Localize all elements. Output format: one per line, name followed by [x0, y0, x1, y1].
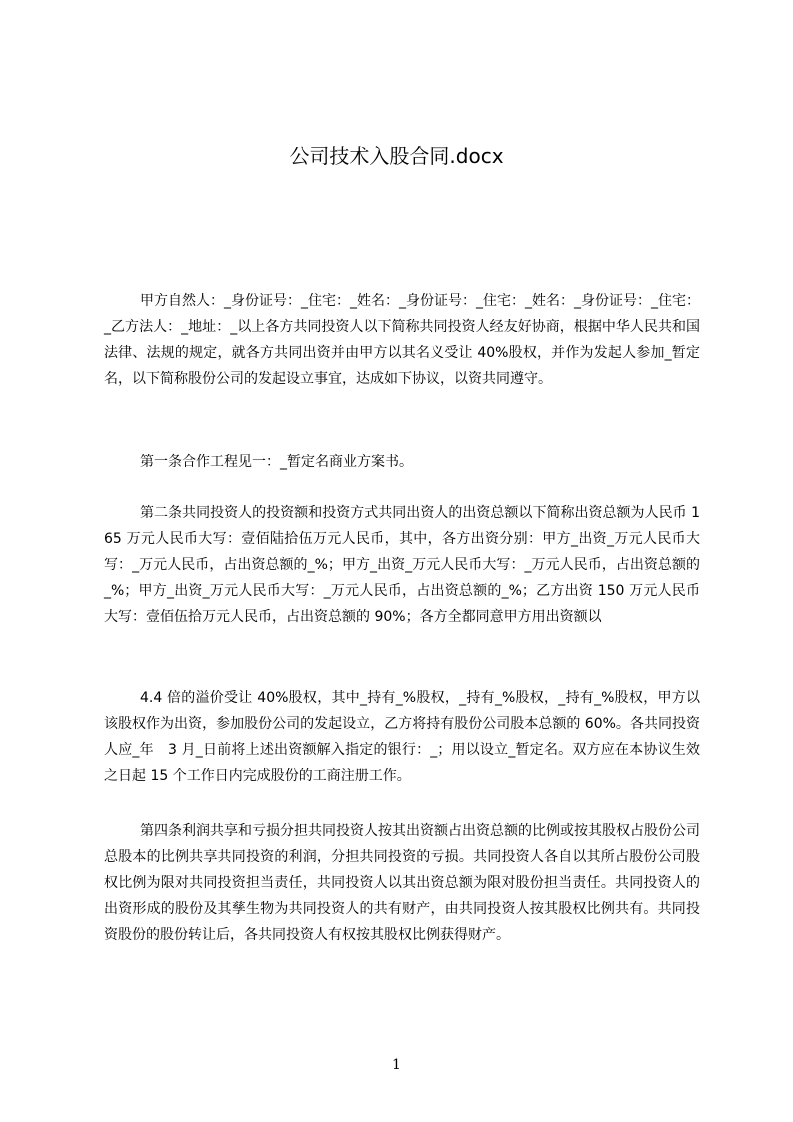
paragraph-article-1: 第一条合作工程见一：_暂定名商业方案书。: [140, 454, 413, 470]
document-title: 公司技术入股合同.docx: [289, 144, 504, 168]
paragraph-article-2-continued: 4.4 倍的溢价受让 40%股权，其中_持有_%股权，_持有_%股权，_持有_%股权，甲方以该股权作为出资，参加股份公司的发起设立，乙方将持有股份公司股本总额的 60%。各共同投资人应_年 3 月_日前将上述出资额解入指定的银行：_；用以设立_暂定名。双方应在本协议生效之日起 15 个工作日内完成股份的工商注册工作。: [104, 690, 700, 784]
paragraph-article-2: 第二条共同投资人的投资额和投资方式共同出资人的出资总额以下简称出资总额为人民币 165 万元人民币大写：壹佰陆拾伍万元人民币，其中，各方出资分别：甲方_出资_万元人民币大写：_万元人民币，占出资总额的_%；甲方_出资_万元人民币大写：_万元人民币，占出资总额的_%；甲方_出资_万元人民币大写：_万元人民币，占出资总额的_%；乙方出资 150 万元人民币大写：壹佰伍拾万元人民币，占出资总额的 90%；各方全都同意甲方用出资额以: [104, 505, 700, 625]
paragraph-parties: 甲方自然人：_身份证号：_住宅：_姓名：_身份证号：_住宅：_姓名：_身份证号：_住宅：_乙方法人：_地址：_以上各方共同投资人以下简称共同投资人经友好协商，根据中华人民共和国法律、法规的规定，就各方共同出资并由甲方以其名义受让 40%股权，并作为发起人参加_暂定名，以下简称股份公司的发起设立事宜，达成如下协议，以资共同遵守。: [104, 293, 700, 387]
paragraph-article-4: 第四条利润共享和亏损分担共同投资人按其出资额占出资总额的比例或按其股权占股份公司总股本的比例共享共同投资的利润，分担共同投资的亏损。共同投资人各自以其所占股份公司股权比例为限对共同投资担当责任，共同投资人以其出资总额为限对股份担当责任。共同投资人的出资形成的股份及其孳生物为共同投资人的共有财产，由共同投资人按其股权比例共有。共同投资股份的股份转让后，各共同投资人有权按其股权比例获得财产。: [104, 823, 700, 943]
page-number: 1: [392, 1057, 401, 1073]
